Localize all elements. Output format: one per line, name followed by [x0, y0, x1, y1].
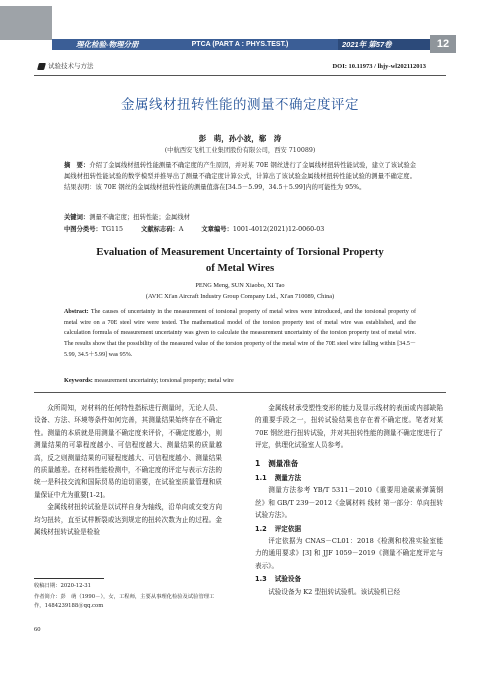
article-id-value: 1001-4012(2021)12-0060-03: [232, 226, 325, 233]
journal-header: [0, 0, 480, 60]
subsection-number: 1.2: [255, 524, 267, 533]
article-id-item: [201, 224, 324, 233]
subsection-title: 试验设备: [274, 575, 302, 584]
clc-item: [64, 224, 123, 233]
abstract-cn-label: 摘 要：: [64, 162, 90, 169]
authors-en: PENG Meng, SUN Xiaobo, XI Tao: [195, 282, 285, 289]
doi: DOI: 10.11973 / lhjy-wl202112013: [332, 63, 426, 70]
keywords-en-label: Keywords:: [64, 377, 95, 384]
header-logo-square: [58, 24, 72, 38]
keywords-cn: [64, 212, 190, 221]
subsection-number: 1.1: [255, 474, 267, 483]
abstract-en: [64, 307, 416, 361]
header-logo-block: [0, 6, 52, 40]
abstract-en-text: The causes of uncertainty in the measurement of torsional property of metal wires were introduced, and the torsional property of metal wire on a 70E steel wire were tested. The mathematical model of the torsion property test of metal wire was established, and the calculation formula of measurement uncertainty was given to calculate the measurement uncertainty of the torsion property test of metal wire. The results show that the possibility of the measured value of the torsion property of the metal wire of the 70E steel wire falling within [34.5－5.99, 34.5＋5.99] was 95%.: [64, 309, 417, 358]
doc-code-item: [141, 224, 183, 233]
keywords-cn-label: 关键词：: [64, 214, 90, 221]
body-paragraph: 试验设备为 K2 型扭转试验机。该试验机已经: [268, 587, 401, 596]
subsection-heading-1-1: [255, 472, 443, 484]
issue-number: 12: [436, 38, 450, 50]
keywords-en: [64, 377, 234, 384]
section-tag-icon: [37, 63, 46, 70]
subsection-title: 评定依据: [274, 524, 302, 533]
header-rule: [34, 75, 446, 76]
abstract-rule: [34, 392, 446, 393]
doc-code-label: 文献标志码：: [141, 226, 179, 233]
body-paragraph: 测量方法参考 YB/T 5311－2010《重要用途碳素弹簧钢丝》和 GB/T 239－2012《金属材料 线材 第一部分：单向扭转试验方法》。: [255, 486, 443, 520]
footnote-received: 收稿日期：2020-12-31: [34, 583, 92, 589]
article-id-label: 文章编号：: [201, 226, 233, 233]
keywords-cn-text: 测量不确定度；扭转性能；金属线材: [89, 214, 190, 221]
journal-code: PTCA (PART A : PHYS.TEST.): [191, 41, 289, 48]
section-heading-1: [255, 458, 443, 470]
footnote-rule: [34, 578, 104, 579]
section-number: 1: [255, 458, 261, 468]
abstract-cn: [64, 160, 416, 193]
title-en: [0, 244, 480, 276]
clc-label: 中图分类号：: [64, 226, 102, 233]
title-en-line2: of Metal Wires: [205, 262, 275, 274]
clc-value: TG115: [101, 226, 124, 233]
affiliation-en: (AVIC Xi'an Aircraft Industry Group Company Ltd., Xi'an 710089, China): [145, 293, 335, 300]
affiliation-cn: (中航西安飞机工业集团股份有限公司，西安 710089): [164, 147, 316, 154]
subsection-heading-1-3: [255, 573, 443, 585]
section-tag-label: 试验技术与方法: [48, 62, 94, 70]
classification-line: [64, 224, 416, 233]
title-en-line1: Evaluation of Measurement Uncertainty of Torsional Property: [96, 246, 384, 258]
abstract-en-label: Abstract:: [64, 309, 91, 315]
body-right-column: [255, 402, 443, 598]
subsection-title: 测量方法: [274, 474, 302, 483]
body-paragraph: 金属线材承受塑性变形的能力及显示线材的表面或内部缺陷的重要手段之一，扭转试验结果也存在着不确定度。笔者对某 70E 钢丝进行扭转试验，并对其扭转性能的测量不确定度进行了评定，供理化试验室人员参考。: [255, 404, 443, 450]
authors-cn: 彭 萌，孙小波，郗 涛: [198, 134, 282, 143]
section-tag: [34, 61, 100, 72]
body-paragraph: 金属线材扭转试验是以试样自身为轴线，沿单向或交变方向均匀扭转，直至试样断裂或达到规定的扭转次数为止的过程。金属线材扭转试验是检验: [34, 503, 222, 537]
subsection-heading-1-2: [255, 523, 443, 535]
doc-code-value: A: [178, 226, 184, 233]
section-title: 测量准备: [268, 458, 299, 468]
body-paragraph: 众所周知，对材料的任何特性指标进行测量时，无论人员、设备、方法、环境等条件如何完善，其测量结果始终存在不确定性。测量的本质就是用测量不确定度来评价，不确定度越小，则测量结果的可靠程度越小、可信程度越大、测量结果的质量越高，反之则测量结果的可疑程度越大、可信程度越小、测量结果的质量越差。在材料性能检测中，不确定度的评定与表示方法的统一是科技交流和国际贸易的迫切需要，在试验室质量管理和质量保证中尤为重要[1-2]。: [34, 404, 222, 499]
page-number: 60: [34, 626, 41, 633]
title-cn: 金属线材扭转性能的测量不确定度评定: [121, 97, 359, 113]
journal-name: 理化检验-物理分册: [76, 40, 139, 49]
subsection-number: 1.3: [255, 575, 267, 584]
volume-label: 2021年 第57卷: [342, 40, 392, 49]
keywords-en-text: measurement uncertainty; torsional property; metal wire: [94, 377, 234, 384]
body-left-column: [34, 402, 222, 538]
body-paragraph: 评定依据为 CNAS－CL01：2018《检测和校准实验室能力的通用要求》[3] 和 JJF 1059－2019《测量不确定度评定与表示》。: [255, 537, 443, 570]
abstract-cn-text: 介绍了金属线材扭转性能测量不确定度的产生原因，并对某 70E 钢丝进行了金属线材扭转性能试验，建立了该试验金属线材扭转性能试验的数学模型并推导出了测量不确定度计算公式，计算出了该试验金属线材扭转性能试验的测量不确定度。结果表明：该 70E 钢丝的金属线材扭转性能的测量值落在[34.5－5.99，34.5＋5.99]内的可能性为 95%。: [64, 162, 416, 191]
footnote-author: 作者简介：彭 萌（1990－），女，工程师，主要从事理化检验及试验管理工作，1484239188＠qq.com: [34, 594, 215, 609]
